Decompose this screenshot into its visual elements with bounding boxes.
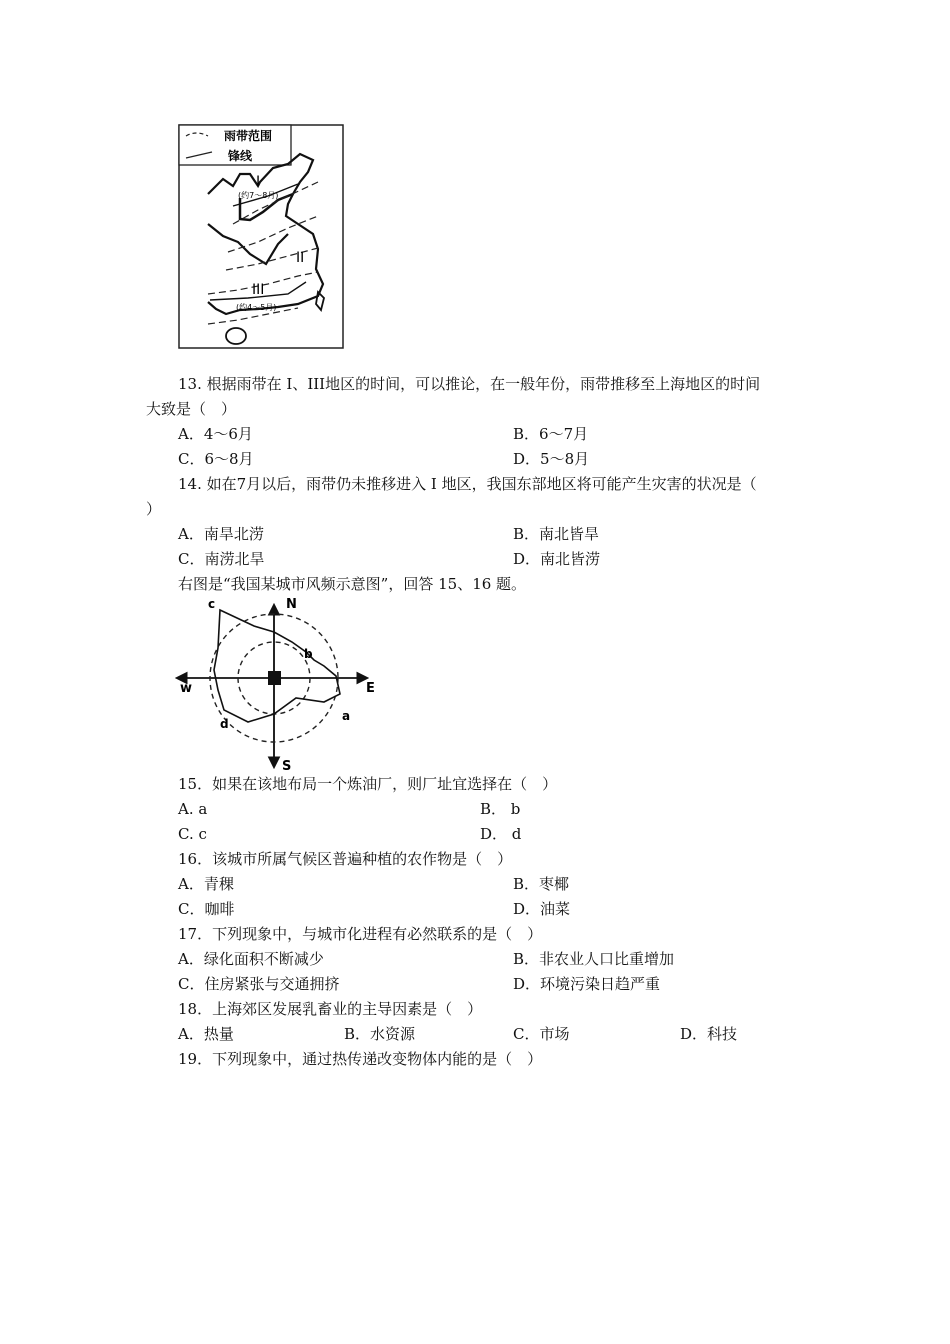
q17-option-b: B．非农业人口比重增加	[513, 950, 675, 968]
point-d: d	[220, 717, 229, 731]
region-label-3: III	[252, 282, 265, 298]
q16-text: 16．该城市所属气候区普遍种植的农作物是（ ）	[178, 850, 513, 868]
q16-option-b: B．枣椰	[513, 875, 570, 893]
point-b: b	[304, 647, 313, 661]
direction-e: E	[366, 681, 375, 696]
region-label-1: I	[256, 174, 261, 190]
q14-text-line1: 14. 如在7月以后，雨带仍未推移进入 I 地区，我国东部地区将可能产生灾害的状况是（	[178, 475, 757, 493]
q13-option-c: C．6～8月	[178, 450, 254, 468]
q16-option-d: D．油菜	[513, 900, 571, 918]
q14-option-a: A．南旱北涝	[178, 525, 264, 543]
q14-option-b: B．南北皆旱	[513, 525, 600, 543]
q16-option-c: C．咖啡	[178, 900, 235, 918]
q15-text: 15．如果在该地布局一个炼油厂，则厂址宜选择在（ ）	[178, 775, 558, 793]
q15-option-d: D． d	[480, 825, 522, 843]
intro-15-16: 右图是“我国某城市风频示意图”，回答 15、16 题。	[178, 575, 527, 593]
q17-option-a: A．绿化面积不断减少	[178, 950, 324, 968]
q16-option-a: A．青稞	[178, 875, 234, 893]
q17-option-d: D．环境污染日趋严重	[513, 975, 661, 993]
q14-text-line2: ）	[146, 500, 162, 518]
region-time-3: (约4～5月)	[236, 303, 277, 312]
q13-option-b: B．6～7月	[513, 425, 589, 443]
q13-text-line1: 13. 根据雨带在 I、III地区的时间，可以推论，在一般年份，雨带推移至上海地区的时间	[178, 375, 761, 393]
q14-option-d: D．南北皆涝	[513, 550, 601, 568]
q15-option-c: C. c	[178, 825, 207, 843]
direction-s: S	[282, 759, 292, 774]
q15-option-b: B． b	[480, 800, 521, 818]
q13-option-d: D．5～8月	[513, 450, 590, 468]
q13-text-line2: 大致是（ ）	[146, 400, 237, 418]
q19-text: 19．下列现象中，通过热传递改变物体内能的是（ ）	[178, 1050, 543, 1068]
legend-front: 锋线	[228, 149, 253, 163]
direction-n: N	[286, 597, 297, 612]
direction-w: w	[180, 681, 193, 696]
q18-option-c: C．市场	[513, 1025, 570, 1043]
q13-option-a: A．4～6月	[178, 425, 253, 443]
q14-option-c: C．南涝北旱	[178, 550, 265, 568]
region-label-2: II	[296, 250, 305, 266]
q17-option-c: C．住房紧张与交通拥挤	[178, 975, 340, 993]
q18-option-d: D．科技	[680, 1025, 738, 1043]
q15-option-a: A. a	[178, 800, 208, 818]
q18-option-a: A．热量	[178, 1025, 234, 1043]
point-c: c	[208, 597, 216, 611]
region-time-1: (约7～8月)	[238, 191, 279, 200]
wind-frequency-figure	[174, 594, 384, 774]
q18-text: 18．上海郊区发展乳畜业的主导因素是（ ）	[178, 1000, 483, 1018]
q18-option-b: B．水资源	[344, 1025, 416, 1043]
q17-text: 17．下列现象中，与城市化进程有必然联系的是（ ）	[178, 925, 543, 943]
legend-rain-band: 雨带范围	[224, 129, 273, 143]
rain-band-map	[178, 124, 344, 350]
point-a: a	[342, 709, 351, 723]
